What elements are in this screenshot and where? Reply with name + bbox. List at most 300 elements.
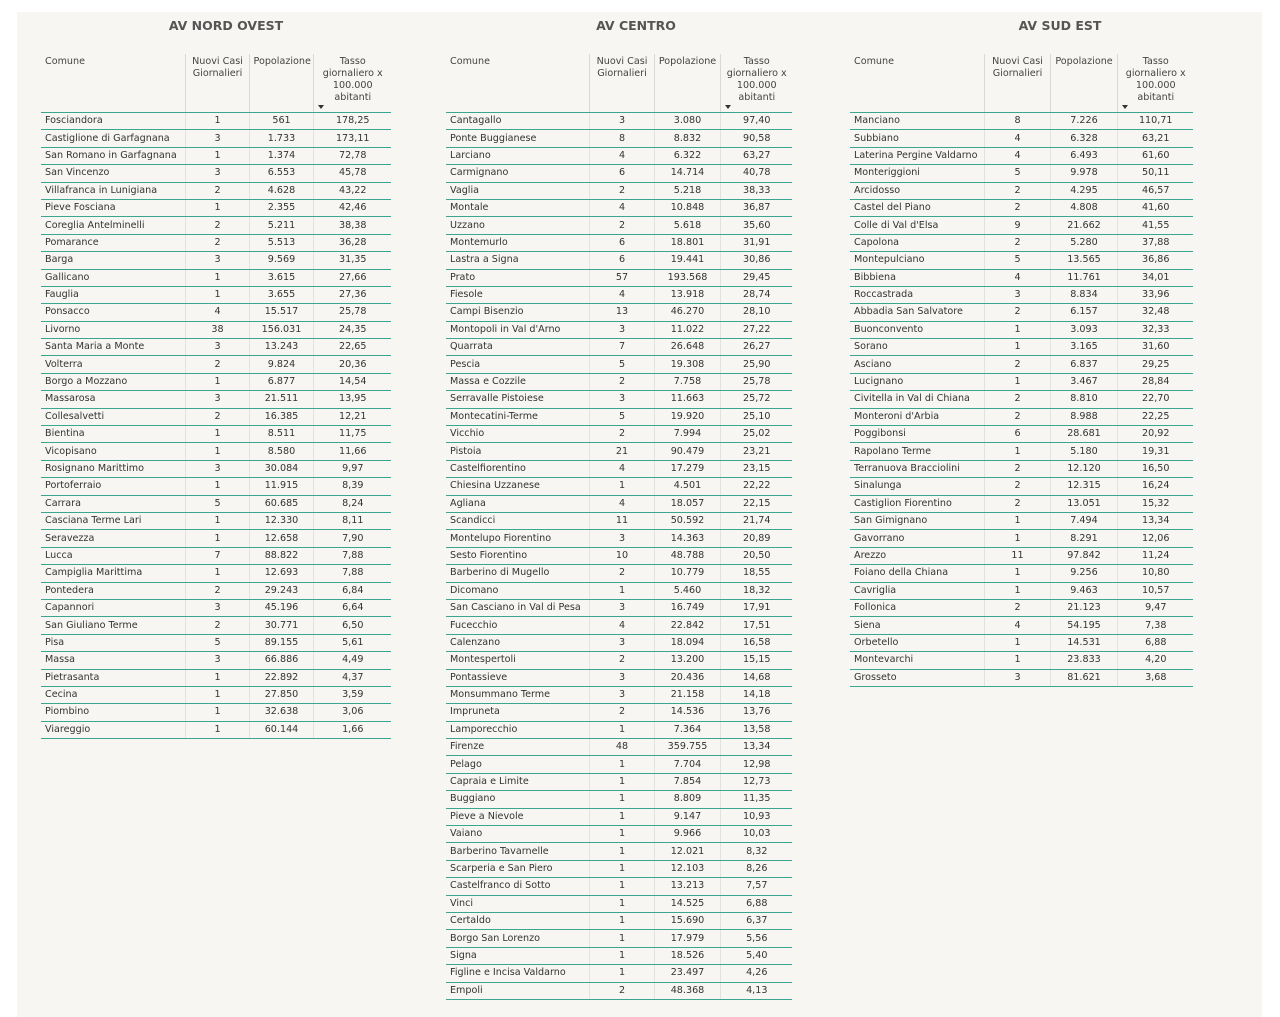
cell-popolazione: 14.536 [654,704,720,721]
table-row [41,478,391,495]
table-row [446,478,792,495]
cell-nuovi-casi: 4 [984,617,1050,634]
cell-nuovi-casi: 7 [185,547,249,564]
table-row [446,426,792,443]
table-row [850,617,1193,634]
cell-tasso: 13,34 [720,739,792,756]
table-row [446,721,792,738]
table-row [446,843,792,860]
cell-popolazione: 89.155 [249,634,313,651]
column-header-tasso[interactable] [313,54,391,113]
cell-popolazione: 3.165 [1050,339,1117,356]
cell-popolazione: 13.565 [1050,252,1117,269]
column-header-comune[interactable]: Comune [41,54,185,113]
cell-tasso: 13,34 [1117,512,1193,529]
panel-title: AV SUD EST [1018,18,1102,33]
cell-popolazione: 18.526 [654,947,720,964]
table-row [446,182,792,199]
cell-nuovi-casi: 3 [589,669,654,686]
cell-tasso: 4,26 [720,965,792,982]
column-header-nuovi-casi[interactable]: Nuovi Casi Giornalieri [185,54,249,113]
cell-nuovi-casi: 57 [589,269,654,286]
cell-nuovi-casi: 1 [589,930,654,947]
table-row [446,495,792,512]
cell-popolazione: 18.057 [654,495,720,512]
cell-comune: Quarrata [446,339,589,356]
cell-popolazione: 6.837 [1050,356,1117,373]
cell-popolazione: 9.966 [654,826,720,843]
cell-popolazione: 5.211 [249,217,313,234]
table-row [41,304,391,321]
table-row [41,634,391,651]
table-row [41,460,391,477]
table-row [446,165,792,182]
cell-popolazione: 23.497 [654,965,720,982]
cell-comune: Bibbiena [850,269,984,286]
cell-nuovi-casi: 3 [589,599,654,616]
table-row [446,878,792,895]
table-row [446,234,792,251]
cell-tasso: 36,86 [1117,252,1193,269]
cell-tasso: 24,35 [313,321,391,338]
cell-nuovi-casi: 1 [984,530,1050,547]
cell-nuovi-casi: 1 [185,721,249,738]
cell-tasso: 22,25 [1117,408,1193,425]
cell-popolazione: 359.755 [654,739,720,756]
cell-tasso: 16,24 [1117,478,1193,495]
cell-comune: San Romano in Garfagnana [41,147,185,164]
cell-comune: Lastra a Signa [446,252,589,269]
cell-comune: Grosseto [850,669,984,686]
column-header-label: Tasso giornaliero x 100.000 abitanti [1125,56,1186,103]
table-row [850,304,1193,321]
table-row [446,391,792,408]
cell-comune: Barberino di Mugello [446,565,589,582]
cell-nuovi-casi: 5 [984,165,1050,182]
cell-comune: Buggiano [446,791,589,808]
cell-nuovi-casi: 2 [589,982,654,999]
cell-nuovi-casi: 1 [185,478,249,495]
cell-popolazione: 13.051 [1050,495,1117,512]
table-row [446,808,792,825]
cell-nuovi-casi: 7 [589,339,654,356]
cell-popolazione: 9.569 [249,252,313,269]
cell-tasso: 32,48 [1117,304,1193,321]
cell-tasso: 30,86 [720,252,792,269]
table-row [446,373,792,390]
column-header-label: Tasso giornaliero x 100.000 abitanti [322,56,383,103]
sort-descending-icon[interactable] [725,105,731,109]
table-row [41,408,391,425]
cell-comune: Castelfiorentino [446,460,589,477]
cell-nuovi-casi: 1 [185,669,249,686]
cell-popolazione: 2.355 [249,199,313,216]
table-row [850,321,1193,338]
cell-tasso: 15,32 [1117,495,1193,512]
table-row [850,408,1193,425]
cell-nuovi-casi: 3 [589,686,654,703]
cell-comune: Carrara [41,495,185,512]
cell-tasso: 28,10 [720,304,792,321]
cell-nuovi-casi: 1 [589,947,654,964]
cell-popolazione: 32.638 [249,704,313,721]
cell-comune: Castiglione di Garfagnana [41,130,185,147]
cell-popolazione: 16.749 [654,599,720,616]
cell-comune: Orbetello [850,634,984,651]
sort-descending-icon[interactable] [318,105,324,109]
table-row [446,634,792,651]
cell-tasso: 27,66 [313,269,391,286]
cell-tasso: 28,84 [1117,373,1193,390]
cell-comune: Campi Bisenzio [446,304,589,321]
table-row [850,512,1193,529]
cell-nuovi-casi: 1 [185,704,249,721]
cell-tasso: 50,11 [1117,165,1193,182]
cell-popolazione: 4.628 [249,182,313,199]
cell-popolazione: 1.733 [249,130,313,147]
cell-tasso: 23,21 [720,443,792,460]
column-header-label: Tasso giornaliero x 100.000 abitanti [726,56,787,103]
cell-comune: Monsummano Terme [446,686,589,703]
cell-tasso: 41,60 [1117,199,1193,216]
cell-popolazione: 9.256 [1050,565,1117,582]
table-header-row [850,54,1193,113]
cell-comune: Lucignano [850,373,984,390]
table-row [850,426,1193,443]
cell-comune: Montopoli in Val d'Arno [446,321,589,338]
cell-nuovi-casi: 2 [984,478,1050,495]
cell-tasso: 38,33 [720,182,792,199]
cell-comune: Dicomano [446,582,589,599]
cell-popolazione: 12.315 [1050,478,1117,495]
table-row [41,582,391,599]
cell-comune: Castelfranco di Sotto [446,878,589,895]
table-row [41,512,391,529]
column-header-popolazione[interactable]: Popolazione [654,54,720,113]
cell-tasso: 25,90 [720,356,792,373]
cell-tasso: 11,24 [1117,547,1193,564]
cell-comune: Pieve a Nievole [446,808,589,825]
cell-comune: Capannori [41,599,185,616]
cell-nuovi-casi: 1 [185,426,249,443]
column-header-comune[interactable]: Comune [850,54,984,113]
cell-nuovi-casi: 1 [185,530,249,547]
column-header-nuovi-casi[interactable]: Nuovi Casi Giornalieri [984,54,1050,113]
cell-tasso: 10,03 [720,826,792,843]
cell-comune: Serravalle Pistoiese [446,391,589,408]
cell-comune: Massarosa [41,391,185,408]
cell-tasso: 5,56 [720,930,792,947]
table-row [41,252,391,269]
cell-nuovi-casi: 2 [984,199,1050,216]
cell-popolazione: 4.808 [1050,199,1117,216]
cell-comune: Abbadia San Salvatore [850,304,984,321]
cell-nuovi-casi: 1 [185,286,249,303]
cell-popolazione: 3.467 [1050,373,1117,390]
cell-nuovi-casi: 1 [589,773,654,790]
cell-tasso: 12,98 [720,756,792,773]
cell-popolazione: 18.094 [654,634,720,651]
cell-nuovi-casi: 3 [984,286,1050,303]
cell-comune: Roccastrada [850,286,984,303]
cell-tasso: 22,22 [720,478,792,495]
cell-comune: Pistoia [446,443,589,460]
cell-tasso: 29,25 [1117,356,1193,373]
cell-comune: Colle di Val d'Elsa [850,217,984,234]
column-header-comune[interactable]: Comune [446,54,589,113]
cell-nuovi-casi: 1 [589,478,654,495]
cell-tasso: 5,40 [720,947,792,964]
cell-popolazione: 9.978 [1050,165,1117,182]
cell-nuovi-casi: 2 [984,304,1050,321]
cell-tasso: 8,32 [720,843,792,860]
table-row [41,426,391,443]
cell-comune: Vaglia [446,182,589,199]
cell-comune: Foiano della Chiana [850,565,984,582]
table-row [446,321,792,338]
data-table [850,54,1193,687]
cell-comune: Borgo a Mozzano [41,373,185,390]
cell-popolazione: 13.918 [654,286,720,303]
table-row [41,547,391,564]
cell-tasso: 31,91 [720,234,792,251]
cell-comune: Scarperia e San Piero [446,860,589,877]
cell-tasso: 42,46 [313,199,391,216]
table-row [850,547,1193,564]
cell-nuovi-casi: 1 [185,147,249,164]
data-table [446,54,792,1000]
cell-comune: Sinalunga [850,478,984,495]
table-row [446,669,792,686]
cell-popolazione: 8.580 [249,443,313,460]
cell-popolazione: 561 [249,113,313,130]
cell-popolazione: 12.330 [249,512,313,529]
cell-nuovi-casi: 11 [984,547,1050,564]
table-row [41,199,391,216]
cell-comune: Montecatini-Terme [446,408,589,425]
cell-popolazione: 22.892 [249,669,313,686]
cell-popolazione: 97.842 [1050,547,1117,564]
column-header-tasso[interactable] [1117,54,1193,113]
cell-tasso: 25,78 [313,304,391,321]
cell-comune: Firenze [446,739,589,756]
cell-tasso: 3,68 [1117,669,1193,686]
cell-tasso: 4,13 [720,982,792,999]
cell-comune: Arezzo [850,547,984,564]
cell-nuovi-casi: 2 [984,391,1050,408]
table-row [41,356,391,373]
cell-comune: Barga [41,252,185,269]
cell-tasso: 11,66 [313,443,391,460]
cell-nuovi-casi: 1 [589,860,654,877]
cell-tasso: 6,64 [313,599,391,616]
table-row [850,269,1193,286]
cell-tasso: 20,89 [720,530,792,547]
cell-nuovi-casi: 4 [984,130,1050,147]
cell-comune: Montevarchi [850,652,984,669]
cell-nuovi-casi: 1 [589,895,654,912]
table-row [446,773,792,790]
cell-nuovi-casi: 3 [185,391,249,408]
cell-comune: Viareggio [41,721,185,738]
cell-comune: Siena [850,617,984,634]
cell-tasso: 31,60 [1117,339,1193,356]
table-row [446,791,792,808]
table-row [41,530,391,547]
cell-nuovi-casi: 8 [984,113,1050,130]
cell-popolazione: 90.479 [654,443,720,460]
cell-comune: San Giuliano Terme [41,617,185,634]
table-row [41,182,391,199]
cell-nuovi-casi: 1 [984,373,1050,390]
cell-nuovi-casi: 1 [589,826,654,843]
cell-nuovi-casi: 4 [589,495,654,512]
table-row [41,286,391,303]
table-row [41,721,391,738]
cell-popolazione: 14.714 [654,165,720,182]
cell-tasso: 173,11 [313,130,391,147]
cell-comune: Pontedera [41,582,185,599]
cell-popolazione: 20.436 [654,669,720,686]
cell-popolazione: 21.662 [1050,217,1117,234]
table-row [850,530,1193,547]
cell-nuovi-casi: 1 [185,199,249,216]
cell-popolazione: 21.123 [1050,599,1117,616]
cell-tasso: 18,55 [720,565,792,582]
table-row [446,965,792,982]
cell-nuovi-casi: 2 [589,373,654,390]
cell-nuovi-casi: 1 [185,269,249,286]
cell-comune: Figline e Incisa Valdarno [446,965,589,982]
table-row [446,339,792,356]
cell-tasso: 19,31 [1117,443,1193,460]
cell-nuovi-casi: 6 [984,426,1050,443]
cell-nuovi-casi: 4 [185,304,249,321]
cell-tasso: 8,24 [313,495,391,512]
column-header-popolazione[interactable]: Popolazione [249,54,313,113]
cell-nuovi-casi: 3 [185,339,249,356]
cell-popolazione: 19.920 [654,408,720,425]
cell-popolazione: 13.200 [654,652,720,669]
cell-nuovi-casi: 4 [589,460,654,477]
table-row [41,165,391,182]
cell-comune: Chiesina Uzzanese [446,478,589,495]
table-row [446,147,792,164]
cell-nuovi-casi: 3 [589,530,654,547]
cell-popolazione: 12.120 [1050,460,1117,477]
cell-nuovi-casi: 1 [185,565,249,582]
cell-comune: San Vincenzo [41,165,185,182]
cell-comune: Montepulciano [850,252,984,269]
cell-nuovi-casi: 8 [589,130,654,147]
cell-tasso: 6,84 [313,582,391,599]
cell-tasso: 7,90 [313,530,391,547]
cell-nuovi-casi: 5 [589,356,654,373]
cell-nuovi-casi: 2 [589,565,654,582]
cell-comune: Massa [41,652,185,669]
column-header-nuovi-casi[interactable]: Nuovi Casi Giornalieri [589,54,654,113]
cell-nuovi-casi: 2 [984,234,1050,251]
table-row [446,530,792,547]
cell-nuovi-casi: 2 [984,408,1050,425]
cell-nuovi-casi: 2 [185,356,249,373]
cell-popolazione: 6.328 [1050,130,1117,147]
cell-nuovi-casi: 1 [589,721,654,738]
cell-comune: Castiglion Fiorentino [850,495,984,512]
table-row [446,113,792,130]
cell-nuovi-casi: 2 [984,495,1050,512]
cell-nuovi-casi: 3 [589,113,654,130]
cell-comune: San Casciano in Val di Pesa [446,599,589,616]
cell-tasso: 4,49 [313,652,391,669]
cell-tasso: 7,88 [313,547,391,564]
cell-nuovi-casi: 2 [984,460,1050,477]
cell-nuovi-casi: 38 [185,321,249,338]
cell-comune: Santa Maria a Monte [41,339,185,356]
cell-comune: Cecina [41,686,185,703]
cell-popolazione: 3.615 [249,269,313,286]
cell-popolazione: 7.494 [1050,512,1117,529]
cell-nuovi-casi: 21 [589,443,654,460]
cell-popolazione: 6.322 [654,147,720,164]
column-header-tasso[interactable] [720,54,792,113]
table-row [446,826,792,843]
sort-descending-icon[interactable] [1122,105,1128,109]
cell-tasso: 40,78 [720,165,792,182]
cell-nuovi-casi: 11 [589,512,654,529]
table-row [446,199,792,216]
cell-tasso: 29,45 [720,269,792,286]
cell-popolazione: 26.648 [654,339,720,356]
cell-comune: Coreglia Antelminelli [41,217,185,234]
table-row [446,860,792,877]
cell-tasso: 8,26 [720,860,792,877]
cell-nuovi-casi: 4 [589,617,654,634]
cell-nuovi-casi: 1 [589,756,654,773]
cell-nuovi-casi: 1 [984,634,1050,651]
cell-popolazione: 7.704 [654,756,720,773]
cell-tasso: 6,88 [720,895,792,912]
table-row [446,460,792,477]
cell-popolazione: 5.180 [1050,443,1117,460]
table-row [41,113,391,130]
table-row [41,495,391,512]
cell-nuovi-casi: 6 [589,252,654,269]
table-row [850,478,1193,495]
cell-popolazione: 6.493 [1050,147,1117,164]
cell-tasso: 20,36 [313,356,391,373]
table-row [41,443,391,460]
cell-nuovi-casi: 1 [984,339,1050,356]
cell-popolazione: 7.994 [654,426,720,443]
cell-comune: Fiesole [446,286,589,303]
table-row [850,217,1193,234]
table-row [446,547,792,564]
cell-tasso: 35,60 [720,217,792,234]
cell-popolazione: 13.243 [249,339,313,356]
cell-popolazione: 8.834 [1050,286,1117,303]
cell-tasso: 10,93 [720,808,792,825]
cell-comune: Barberino Tavarnelle [446,843,589,860]
cell-tasso: 25,02 [720,426,792,443]
cell-nuovi-casi: 5 [589,408,654,425]
cell-popolazione: 3.080 [654,113,720,130]
cell-popolazione: 14.363 [654,530,720,547]
cell-popolazione: 7.364 [654,721,720,738]
column-header-popolazione[interactable]: Popolazione [1050,54,1117,113]
cell-popolazione: 3.655 [249,286,313,303]
cell-popolazione: 5.218 [654,182,720,199]
